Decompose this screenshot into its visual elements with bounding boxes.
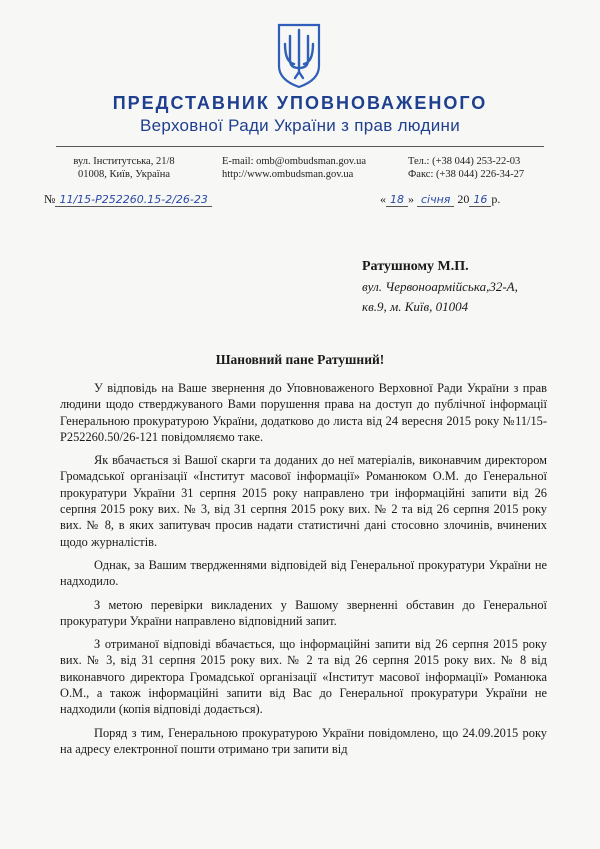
letterhead-title: ПРЕДСТАВНИК УПОВНОВАЖЕНОГО xyxy=(112,93,488,113)
registration-number-value: 11/15-P252260.15-2/26-23 xyxy=(55,193,211,207)
date-year-tail: р. xyxy=(491,192,501,206)
letterhead-address xyxy=(64,155,184,181)
date-quote-close: » xyxy=(408,192,414,206)
date-year-suffix: 16 xyxy=(469,193,491,207)
letterhead-phones xyxy=(408,155,558,181)
letterhead-online xyxy=(222,155,402,181)
letterhead-subtitle: Верховної Ради України з прав людини xyxy=(139,116,460,135)
recipient-block xyxy=(362,257,518,317)
address-line-1: вул. Інститутська, 21/8 xyxy=(73,156,175,167)
recipient-name: Ратушному М.П. xyxy=(362,259,469,274)
date-month: січня xyxy=(417,193,454,207)
tryzub-coat-of-arms-icon xyxy=(276,22,322,90)
date-quote-open: « xyxy=(380,192,386,206)
registration-date xyxy=(380,192,500,207)
date-day: 18 xyxy=(386,193,408,207)
recipient-address-line-2: кв.9, м. Київ, 01004 xyxy=(362,299,469,314)
phone-text: Тел.: (+38 044) 253-22-03 xyxy=(408,156,521,167)
recipient-address-line-1: вул. Червоноармійська,32-А, xyxy=(362,279,518,294)
date-year-prefix: 20 xyxy=(457,192,470,206)
email-text: E-mail: omb@ombudsman.gov.ua xyxy=(222,156,367,167)
letter-body xyxy=(60,380,547,764)
body-paragraph: З метою перевірки викладених у Вашому зверненні обставин до Генеральної прокуратури України направлено відповідний запит. xyxy=(60,597,547,628)
registration-number-prefix: № xyxy=(44,192,56,206)
fax-text: Факс: (+38 044) 226-34-27 xyxy=(408,169,525,180)
body-paragraph: Як вбачається зі Вашої скарги та доданих до неї матеріалів, виконавчим директором Громадської організації «Інститут масової інформації» Романюком О.М. до Генеральної прокуратури України 31 серпня 2015 року направлено три інформаційні запити від 26 серпня 2015 року вих. № 3, від 31 серпня 2015 року вих. № 2 та від 26 серпня 2015 року вих. № 8, в яких запитувач просив надати статистичні дані стосовно злочинів, вчинених щодо журналістів. xyxy=(60,453,547,549)
body-paragraph: З отриманої відповіді вбачається, що інформаційні запити від 26 серпня 2015 року вих. № 3, від 31 серпня 2015 року вих. № 2 та від 26 серпня 2015 року вих. № 8 від виконавчого директора Громадської організації «Інститут масової інформації» Романюка О.М., а також інформаційні запити від Вас до Генеральної прокуратури України не надходили (копія відповіді додається). xyxy=(60,637,547,717)
body-paragraph: Однак, за Вашим твердженнями відповідей від Генеральної прокуратури України не надходило. xyxy=(60,557,547,589)
registration-number xyxy=(44,192,212,207)
letterhead-divider xyxy=(56,146,544,147)
body-paragraph: Поряд з тим, Генеральною прокуратурою України повідомлено, що 24.09.2015 року на адресу електронної пошти отримано три запити від xyxy=(60,725,547,756)
greeting: Шановний пане Ратушний! xyxy=(215,352,385,367)
address-line-2: 01008, Київ, Україна xyxy=(78,169,170,180)
website-text: http://www.ombudsman.gov.ua xyxy=(222,169,354,180)
body-paragraph: У відповідь на Ваше звернення до Уповноваженого Верховної Ради України з прав людини щодо стверджуваного Вами порушення права на доступ до публічної інформації Генеральною прокуратурою України, додатково до листа від 24 вересня 2015 року №11/15-Р252260.50/26-121 повідомляємо таке. xyxy=(60,381,547,444)
